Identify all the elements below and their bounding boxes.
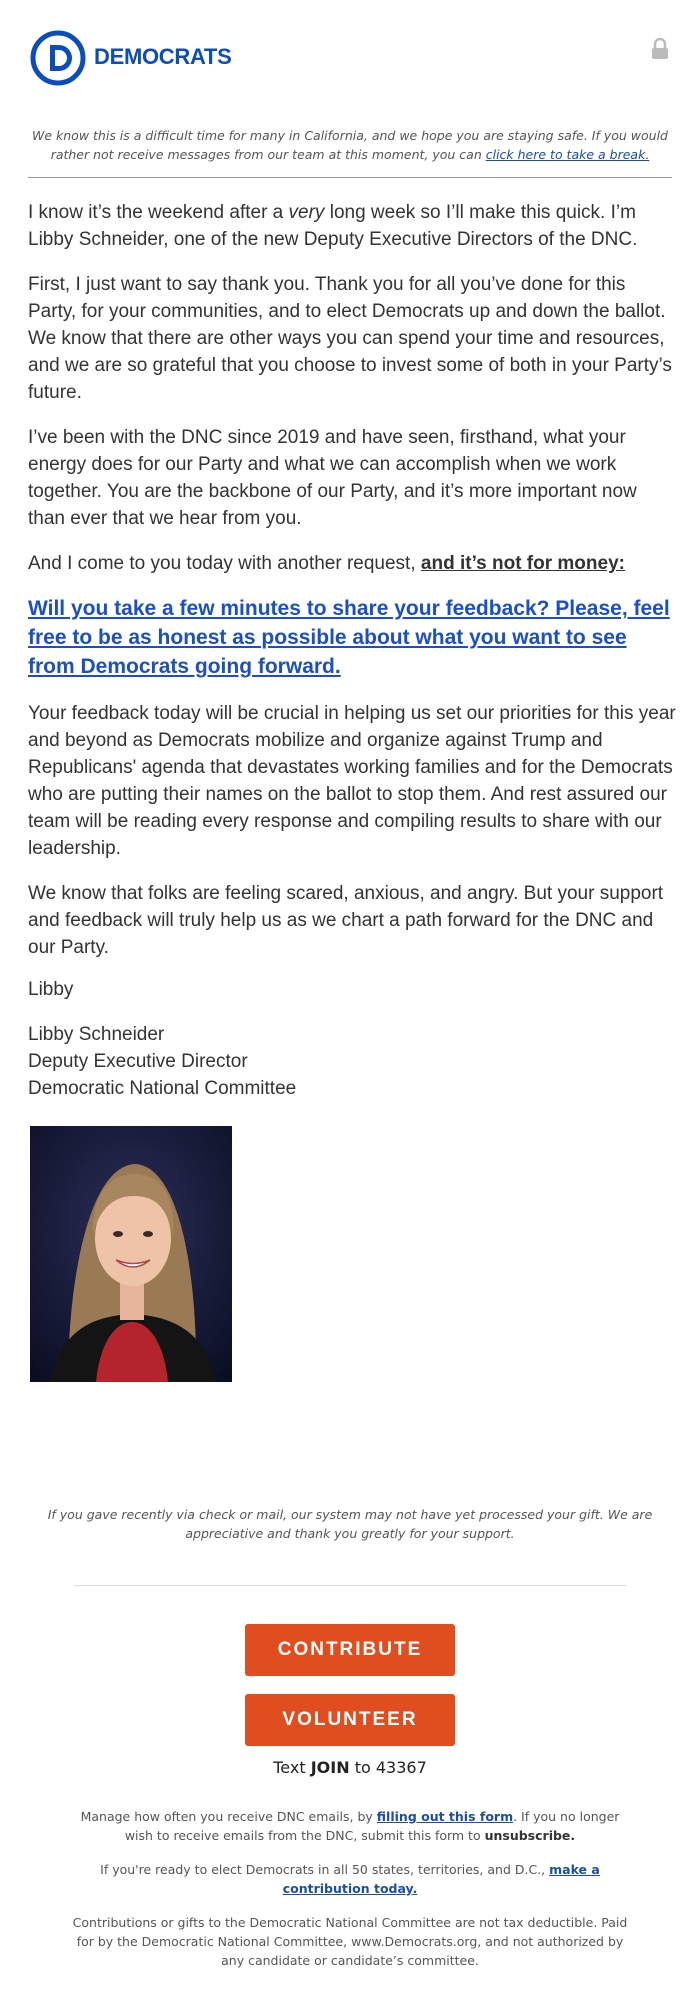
signature-title: Deputy Executive Director: [28, 1051, 248, 1072]
letter-paragraph-4: [28, 550, 676, 577]
logo-wordmark[interactable]: DEMOCRATS: [94, 44, 232, 69]
contribute-button[interactable]: CONTRIBUTE: [245, 1624, 455, 1676]
democrats-logo-icon[interactable]: [30, 30, 86, 86]
p2-text: First, I just want to say thank you. Thank you for all you’ve done for this Party, for your communities, and to elect Democrats up and down the ballot. We know that there are other ways you can spend your time and resources, and we are so grateful that you choose to invest some of both in your Party’s future.: [28, 274, 672, 403]
letter-paragraph-6: [28, 880, 676, 961]
signature-org: Democratic National Committee: [28, 1078, 297, 1099]
footer-divider: [74, 1585, 626, 1586]
lock-icon: [650, 38, 670, 60]
p1-text-a: I know it’s the weekend after a: [28, 202, 289, 223]
take-a-break-notice: [30, 126, 670, 164]
contribute-note: [70, 1860, 630, 1898]
p3-text: I’ve been with the DNC since 2019 and have seen, firsthand, what your energy does for our Party and what we can accomplish when we work together. You are the backbone of our Party, and it’s more important now than ever that we hear from you.: [28, 427, 637, 529]
p5-text: Your feedback today will be crucial in helping us set our priorities for this year and beyond as Democrats mobilize and organize against Trump and Republicans' agenda that devastates working families and for the Democrats who are putting their names on the ballot to stop them. And rest assured our team will be reading every response and compiling results to share with our leadership.: [28, 703, 676, 859]
closing: [28, 976, 676, 1003]
legal-disclaimer: Contributions or gifts to the Democratic National Committee are not tax deductible. Paid for by the Democratic National Committee, www.Democrats.org, and not authorized by any candidate or candidate’s committee.: [72, 1915, 628, 1968]
take-a-break-link[interactable]: click here to take a break.: [485, 147, 650, 162]
signature-name: Libby Schneider: [28, 1024, 165, 1045]
manage-text-b: . If you no longer wish to receive emails from the DNC, submit this form to: [124, 1809, 620, 1843]
p6-text: We know that folks are feeling scared, anxious, and angry. But your support and feedback will truly help us as we chart a path forward for the DNC and our Party.: [28, 883, 664, 958]
closing-name: Libby: [28, 979, 74, 1000]
feedback-survey-link[interactable]: Will you take a few minutes to share your feedback? Please, feel free to be as honest as possible about what you want to see from Democrats going forward.: [28, 597, 670, 678]
p1-text-b: long week so I’ll make this quick. I’m Libby Schneider, one of the new Deputy Executive Directors of the DNC.: [28, 202, 638, 250]
processing-disclaimer: If you gave recently via check or mail, our system may not have yet processed your gift. We are appreciative and thank you greatly for your support.: [47, 1507, 653, 1541]
volunteer-button[interactable]: VOLUNTEER: [245, 1694, 455, 1746]
signature-block: [28, 1021, 676, 1102]
make-contribution-link[interactable]: make a contribution today.: [282, 1862, 600, 1896]
manage-emails-note: [70, 1807, 630, 1845]
letter-paragraph-3: [28, 424, 676, 532]
header-divider: [28, 177, 672, 178]
notice-text: We know this is a difficult time for many in California, and we hope you are staying safe. If you would rather not receive messages from our team at this moment, you can: [32, 128, 668, 162]
p4-text: And I come to you today with another request,: [28, 553, 421, 574]
text-join-line: [0, 1758, 700, 1777]
p1-emphasis: very: [288, 202, 325, 223]
manage-text-a: Manage how often you receive DNC emails, by: [80, 1809, 377, 1824]
letter-paragraph-2: [28, 271, 676, 406]
text-suffix: to 43367: [349, 1758, 427, 1777]
text-prefix: Text: [273, 1758, 311, 1777]
manage-preferences-link[interactable]: filling out this form: [376, 1809, 514, 1824]
portrait-photo: [30, 1126, 232, 1382]
email-header: [0, 0, 700, 110]
not-for-money-link[interactable]: and it’s not for money:: [420, 553, 625, 574]
letter-paragraph-1: [28, 199, 676, 253]
text-keyword: JOIN: [310, 1758, 350, 1777]
letter-paragraph-5: [28, 700, 676, 862]
unsubscribe-link[interactable]: unsubscribe.: [484, 1828, 576, 1843]
ready-text: If you're ready to elect Democrats in all 50 states, territories, and D.C.,: [100, 1862, 550, 1877]
